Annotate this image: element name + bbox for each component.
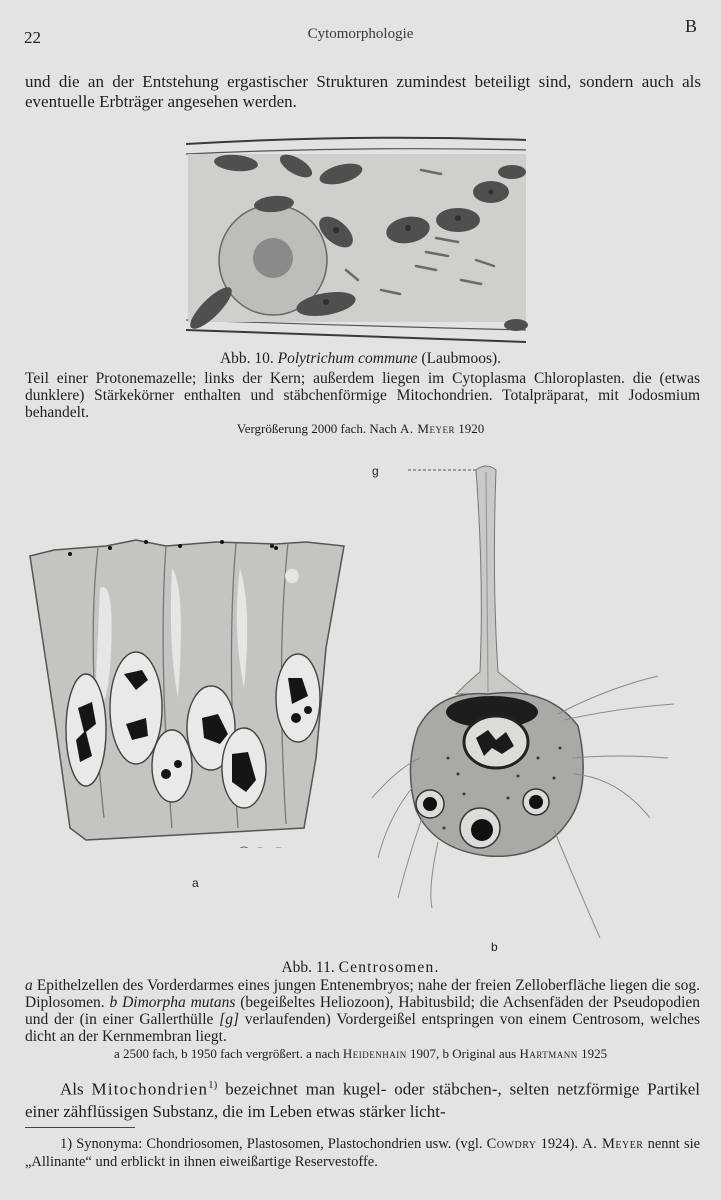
figure-11-label-a: a [192,876,199,890]
part-b-text-2: verlaufenden) Vordergeißel entspringen von einem Centrosom, welches dicht an der Kernmembran liegt. [25,1011,700,1045]
figure-11-description [25,977,700,1045]
paragraph-lead: Als [60,1079,84,1099]
figure-11-meta [0,1046,721,1062]
figure-11-label-g: g [372,464,379,478]
figure-10-species: Polytrichum commune [277,350,418,367]
figure-11-label-b: b [491,940,498,954]
footnote-marker: 1) [208,1079,218,1091]
figure-10-magnification: Vergrößerung 2000 fach. Nach [236,421,397,436]
figure-10-description: Teil einer Protonemazelle; links der Kern; außerdem liegen im Cytoplasma Chloroplasten. die (etwas dunklere) Stärkekörner enthalten und stäbchenförmige Mitochondrien. Totalpräparat, mit Jodosmium behandelt. [25,370,700,421]
page-number: 22 [24,28,41,47]
figure-10-common-name: (Laubmoos). [421,350,502,367]
part-b-letter: b [109,994,118,1011]
figure-11a-illustration [26,528,346,853]
footnote-text-1: Synonyma: Chondriosomen, Plastosomen, Plastochondrien usw. (vgl. [76,1136,483,1152]
figure-11-author-1: Heidenhain [342,1046,407,1061]
figure-11-year: 1925 [581,1046,608,1061]
section-letter: B [684,16,697,36]
footnote-rule [25,1127,135,1128]
part-b-g: [g] [219,1011,239,1028]
intro-paragraph: und die an der Entstehung ergastischer Strukturen zumindest beteiligt sind, sondern auch als eventuelle Erbträger angesehen werden. [25,72,701,111]
figure-10-title [0,350,721,368]
part-b-text-1: (begeißeltes Heliozoon), Habitusbild; die Achsenfäden der Pseudopodien und der (in einer Gallerthülle [25,994,701,1028]
figure-10-year: 1920 [458,421,485,436]
part-a-letter: a [25,977,33,994]
figure-10-meta [0,421,721,437]
part-b-species: Dimorpha mutans [122,994,236,1011]
footnote [25,1135,700,1171]
figure-11-heading: Centrosomen. [338,959,440,976]
figure-10-label: Abb. 10. [219,350,274,367]
figure-11-source: 1907, b Original aus [410,1046,517,1061]
figure-11-label: Abb. 11. [281,959,335,976]
figure-10-illustration [186,130,531,350]
figure-10-author: A. Meyer [400,421,455,436]
footnote-text-2: 1924). [540,1136,579,1152]
figure-11b-illustration [368,458,688,963]
paragraph-text: bezeichnet man kugel- oder stäbchen-, selten netzförmige Partikel einer zähflüssigen Substanz, die im Leben etwas stärker licht- [25,1079,701,1121]
figure-11-magnification: a 2500 fach, b 1950 fach vergrößert. a nach [113,1046,340,1061]
running-title: Cytomorphologie [307,26,414,42]
part-a-text: Epithelzellen des Vorderdarmes eines jungen Entenembryos; nahe der freien Zelloberfläche liegen die sog. Diplosomen. [25,977,700,1011]
figure-11-author-2: Hartmann [519,1046,578,1061]
mitochondria-paragraph [25,1074,700,1123]
footnote-text-3: nennt sie „Allinante“ und erblickt in ihnen eiweißartige Reservestoffe. [25,1136,701,1170]
footnote-mark: 1) [60,1136,73,1152]
figure-11-title [0,959,721,977]
paragraph-term: Mitochondrien [91,1079,209,1099]
footnote-author-1: Cowdry [486,1136,537,1152]
footnote-author-2: A. Meyer [582,1136,644,1152]
